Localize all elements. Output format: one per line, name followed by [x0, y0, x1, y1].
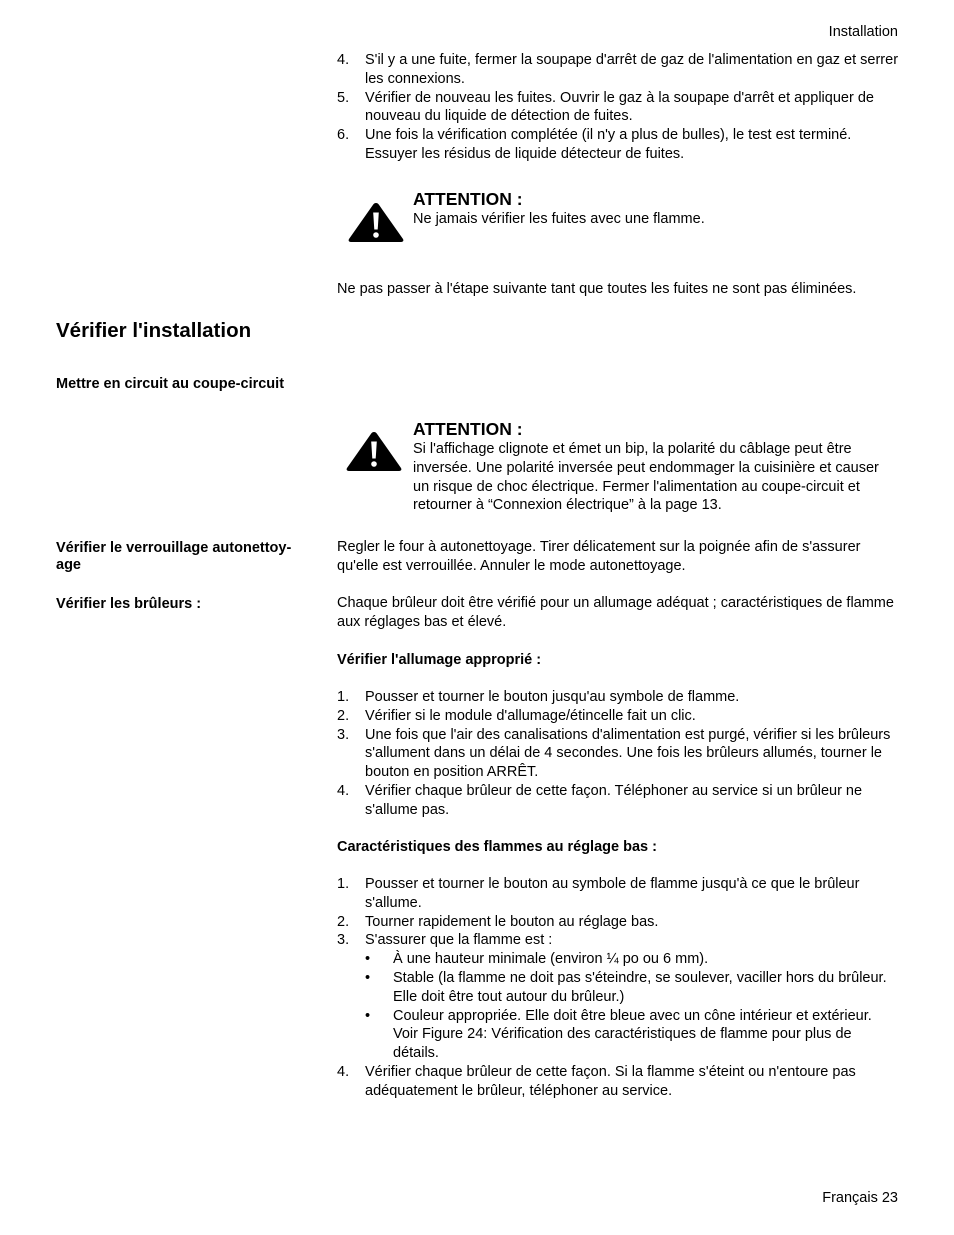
burners-heading: Vérifier les brûleurs : — [56, 596, 202, 612]
attention-title: ATTENTION : — [413, 419, 523, 439]
running-header: Installation — [828, 24, 898, 40]
list-item: 1. Pousser et tourner le bouton au symbole de flamme jusqu'à ce que le brûleur s'allume. — [337, 876, 860, 911]
list-item: • Couleur appropriée. Elle doit être bleue avec un cône intérieur et extérieur. Voir Figure 24: Vérification des caractéristiques de flamme pour plus de détails. — [365, 1007, 872, 1062]
burners-intro: Chaque brûleur doit être vérifié pour un allumage adéquat ; caractéristiques de flamme aux réglages bas et élevé. — [337, 595, 894, 630]
attention-text: Ne jamais vérifier les fuites avec une flamme. — [413, 211, 705, 227]
leak-note: Ne pas passer à l'étape suivante tant que toutes les fuites ne sont pas éliminées. — [337, 281, 857, 297]
warning-triangle-icon — [347, 201, 405, 243]
list-item: 5. Vérifier de nouveau les fuites. Ouvrir le gaz à la soupape d'arrêt et appliquer de nouveau du liquide de détection de fuites. — [337, 89, 874, 125]
list-item: 6. Une fois la vérification complétée (il n'y a plus de bulles), le test est terminé. Essuyer les résidus de liquide détecteur de fuites. — [337, 127, 852, 162]
list-item: 4. S'il y a une fuite, fermer la soupape d'arrêt de gaz de l'alimentation en gaz et serrer les connexions. — [337, 52, 899, 87]
flame-criteria-list — [365, 950, 899, 1063]
list-item: • À une hauteur minimale (environ ¼ po ou 6 mm). — [365, 951, 709, 968]
list-item: 1. Pousser et tourner le bouton jusqu'au symbole de flamme. — [337, 689, 740, 705]
warning-triangle-icon — [345, 430, 403, 472]
page-footer: Français 23 — [822, 1190, 898, 1206]
list-item: 4. Vérifier chaque brûleur de cette façon. Téléphoner au service si un brûleur ne s'allume pas. — [337, 782, 863, 818]
leak-steps-list — [337, 51, 899, 164]
low-flame-steps-list — [337, 875, 899, 1101]
breaker-heading: Mettre en circuit au coupe-circuit — [56, 376, 285, 392]
ignition-steps-list — [337, 688, 899, 820]
list-item: 3. Une fois que l'air des canalisations d'alimentation est purgé, vérifier si les brûleurs s'allument dans un délai de 4 secondes. Une fois les brûleurs allumés, tourner le bouton en position ARRÊT. — [337, 726, 891, 781]
list-item: 2. Vérifier si le module d'allumage/étincelle fait un clic. — [337, 707, 696, 724]
lock-text: Regler le four à autonettoyage. Tirer délicatement sur la poignée afin de s'assurer qu'elle est verrouillée. Annuler le mode autonettoyage. — [337, 539, 861, 574]
list-item: 2. Tourner rapidement le bouton au réglage bas. — [337, 913, 659, 930]
lock-heading: Vérifier le verrouillage autonettoy-age — [56, 540, 292, 573]
ignition-heading: Vérifier l'allumage approprié : — [337, 652, 542, 668]
low-flame-heading: Caractéristiques des flammes au réglage bas : — [337, 839, 657, 855]
section-title: Vérifier l'installation — [56, 319, 252, 342]
attention-title: ATTENTION : — [413, 189, 523, 209]
attention-text: Si l'affichage clignote et émet un bip, la polarité du câblage peut être inversée. Une polarité inversée peut endommager la cuisinière et causer un risque de choc électrique. Fermer l'alimentation au coupe-circuit et retourner à “Connexion électrique” à la page 13. — [413, 441, 879, 514]
list-item: • Stable (la flamme ne doit pas s'éteindre, se soulever, vaciller hors du brûleur. Elle doit être tout autour du brûleur.) — [365, 969, 887, 1005]
list-item: 4. Vérifier chaque brûleur de cette façon. Si la flamme s'éteint ou n'entoure pas adéquatement le brûleur, téléphoner au service. — [337, 1063, 856, 1099]
list-item: 3. S'assurer que la flamme est : • À une hauteur minimale (environ ¼ po ou 6 mm). • Stable (la flamme ne doit pas s'éteindre, se soulever, vaciller hors du brûleur. Elle doit être tout autour du brûleur.) • Couleur appropriée. Elle doit être bleue avec un cône intérieur et extérieur. Voir Figure 24: Vérification des caractéristiques de flamme pour plus de détails. — [337, 931, 899, 1063]
